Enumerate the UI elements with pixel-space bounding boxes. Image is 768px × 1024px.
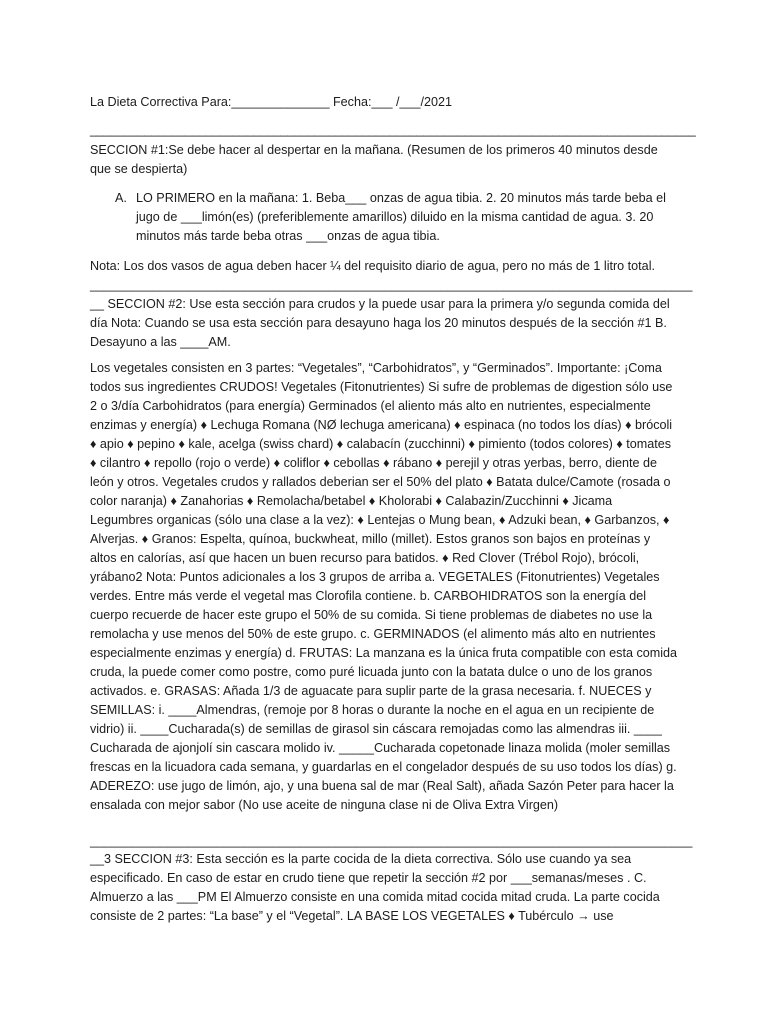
separator-rule: _________________________________________________________________________________________ [90,123,696,137]
document-title-line: La Dieta Correctiva Para:______________ Fecha:___ /___/2021 [90,95,452,109]
section-3-body [90,850,678,926]
section-1-heading [90,141,678,179]
section-2-heading-text: __ SECCION #2: Use esta sección para crudos y la puede usar para la primera y/o segunda comida del día Nota: Cuando se usa esta sección para desayuno haga los 20 minutos después de la sección #1 B. Desayuno a las ____AM. [90,297,670,349]
section-2-body [90,359,678,815]
section-1-note [90,257,678,276]
section-1-item-a [115,189,675,246]
section-2-heading [90,295,678,352]
list-marker: A. [115,191,127,205]
section-1-heading-text: SECCION #1:Se debe hacer al despertar en la mañana. (Resumen de los primeros 40 minutos desde que se despierta) [90,143,658,176]
separator-rule: ______________________________________________________________________________________ [90,278,693,292]
separator-rule: ______________________________________________________________________________________ [90,834,693,848]
section-3-body-text: __3 SECCION #3: Esta sección es la parte cocida de la dieta correctiva. Sólo use cuando ya sea especificado. En caso de estar en crudo tiene que repetir la sección #2 por ___semanas/meses . C. Almuerzo a las ___PM El Almuerzo consiste en una comida mitad cocida mitad cruda. La parte cocida consiste de 2 partes: “La base” y el “Vegetal”. LA BASE LOS VEGETALES ♦ Tubérculo → use [90,852,660,923]
section-2-body-text: Los vegetales consisten en 3 partes: “Vegetales”, “Carbohidratos”, y “Germinados”. Importante: ¡Coma todos sus ingredientes CRUDOS! Vegetales (Fitonutrientes) Si sufre de problemas de digestion sólo use 2 o 3/día Carbohidratos (para energía) Germinados (el aliento más alto en nutrientes, especialmente enzimas y energía) ♦ Lechuga Romana (NØ lechuga americana) ♦ espinaca (no todos los días) ♦ brócoli ♦ apio ♦ pepino ♦ kale, acelga (swiss chard) ♦ calabacín (zucchinni) ♦ pimiento (todos colores) ♦ tomates ♦ cilantro ♦ repollo (rojo o verde) ♦ coliflor ♦ cebollas ♦ rábano ♦ perejil y otras yerbas, berro, diente de león y otros. Vegetales crudos y rallados deberian ser el 50% del plato ♦ Batata dulce/Camote (rosada o color naranja) ♦ Zanahorias ♦ Remolacha/betabel ♦ Kholorabi ♦ Calabazin/Zucchinni ♦ Jicama Legumbres organicas (sólo una clase a la vez): ♦ Lentejas o Mung bean, ♦ Adzuki bean, ♦ Garbanzos, ♦ Alverjas. ♦ Granos: Espelta, quínoa, buckwheat, millo (millet). Estos granos son bajos en proteínas y altos en calorías, así que hacen un buen recurso para batidos. ♦ Red Clover (Trébol Rojo), brócoli, yrábano2 Nota: Puntos adicionales a los 3 grupos de arriba a. VEGETALES (Fitonutrientes) Vegetales verdes. Entre más verde el vegetal mas Clorofila contiene. b. CARBOHIDRATOS son la energía del cuerpo recuerde de hacer este grupo el 50% de su comida. Si tiene problemas de diabetes no use la remolacha y use menos del 50% de este grupo. c. GERMINADOS (el alimento más alto en nutrientes especialmente enzimas y energía) d. FRUTAS: La manzana es la única fruta compatible con esta comida cruda, la puede comer como postre, como puré licuada junto con la batata dulce o uno de los granos activados. e. GRASAS: Añada 1/3 de aguacate para suplir parte de la grasa necesaria. f. NUECES y SEMILLAS: i. ____Almendras, (remoje por 8 horas o durante la noche en el agua en un recipiente de vidrio) ii. ____Cucharada(s) de semillas de girasol sin cáscara remojadas como las almendras iii. ____ Cucharada de ajonjolí sin cascara molido iv. _____Cucharada copetonade linaza molida (moler semillas frescas en la licuadora cada semana, y guardarlas en el congelador después de su uso todos los días) g. ADEREZO: use jugo de limón, ajo, y una buena sal de mar (Real Salt), añada Sazón Peter para hacer la ensalada con mejor sabor (No use aceite de ninguna clase ni de Oliva Extra Virgen) [90,361,678,812]
section-1-item-a-text: LO PRIMERO en la mañana: 1. Beba___ onzas de agua tibia. 2. 20 minutos más tarde beba el jugo de ___limón(es) (preferiblemente amarillos) diluido en la misma cantidad de agua. 3. 20 minutos más tarde beba otras ___onzas de agua tibia. [136,191,666,243]
section-1-note-text: Nota: Los dos vasos de agua deben hacer ¼ del requisito diario de agua, pero no más de 1 litro total. [90,259,655,273]
